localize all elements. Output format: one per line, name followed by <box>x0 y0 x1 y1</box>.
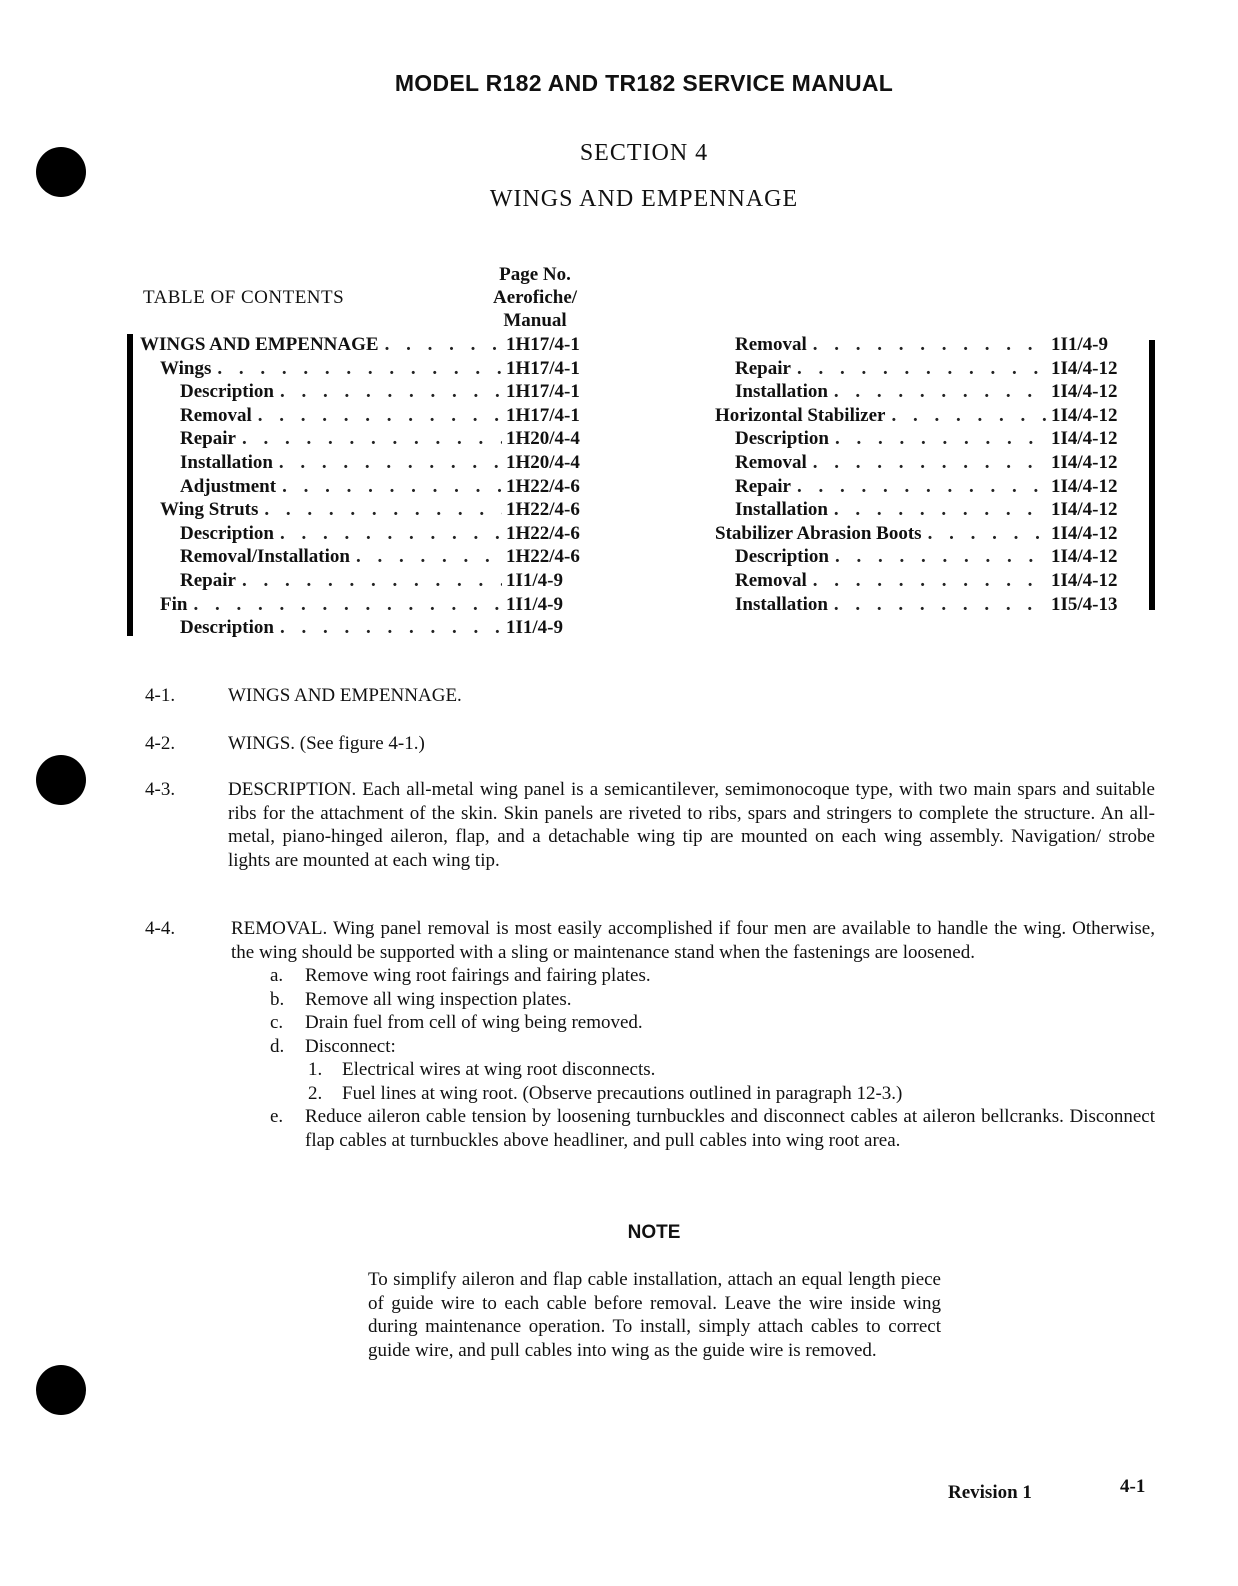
revision-label: Revision 1 <box>948 1482 1032 1503</box>
toc-entry-page: 1I4/4-12 <box>1051 522 1118 544</box>
toc-entry <box>715 357 1135 381</box>
para-number: 4-4. <box>145 918 176 939</box>
dot-leader <box>797 475 1047 499</box>
toc-entry <box>715 451 1135 475</box>
toc-left-column <box>140 333 590 640</box>
para-number: 4-3. <box>145 779 176 800</box>
para-number: 4-2. <box>145 733 176 754</box>
toc-entry-page: 1I1/4-9 <box>506 569 563 591</box>
page-number: 4-1 <box>1120 1476 1146 1497</box>
toc-entry-page: 1I4/4-12 <box>1051 428 1118 450</box>
toc-entry <box>140 522 590 546</box>
toc-entry-page: 1H17/4-1 <box>506 404 580 426</box>
step-key: e. <box>270 1106 284 1127</box>
toc-entry-title: Wings <box>160 357 212 379</box>
step-text: Remove wing root fairings and fairing plates. <box>305 965 651 986</box>
toc-entry <box>140 357 590 381</box>
dot-leader <box>356 545 502 569</box>
toc-entry-page: 1I4/4-12 <box>1051 404 1118 426</box>
para-text: REMOVAL. Wing panel removal is most easily accomplished if four men are available to handle the wing. Otherwise, the wing should be supported with a sling or maintenance stand when the fastenings are loosened. <box>231 918 1155 963</box>
toc-entry-page: 1I1/4-9 <box>1051 334 1108 355</box>
step-text: Fuel lines at wing root. (Observe precautions outlined in paragraph 12-3.) <box>342 1082 903 1104</box>
toc-entry-page: 1H17/4-1 <box>506 334 580 355</box>
step-text: Electrical wires at wing root disconnects. <box>342 1059 656 1080</box>
section-title: WINGS AND EMPENNAGE <box>489 186 799 212</box>
toc-entry-page: 1I1/4-9 <box>506 593 563 615</box>
toc-entry-title: Repair <box>180 569 236 591</box>
step-e <box>270 1105 1155 1152</box>
page-head-line: Page No. <box>499 264 571 285</box>
toc-entry-page: 1I5/4-13 <box>1051 593 1118 615</box>
dot-leader <box>264 498 502 522</box>
toc-entry <box>715 475 1135 499</box>
dot-leader <box>834 498 1047 522</box>
toc-entry <box>140 569 590 593</box>
punch-hole <box>36 755 86 805</box>
dot-leader <box>193 593 502 617</box>
step-text: Reduce aileron cable tension by loosening turnbuckles and disconnect cables at aileron bellcranks. Disconnect flap cables at turnbuckles above headliner, and pull cables into wing root area. <box>305 1106 1155 1151</box>
toc-entry-title: Description <box>180 522 274 544</box>
toc-entry-title: Installation <box>735 593 828 615</box>
page-head-line: Aerofiche/ <box>492 287 578 308</box>
toc-entry <box>715 427 1135 451</box>
toc-entry <box>140 451 590 475</box>
toc-entry <box>715 498 1135 522</box>
dot-leader <box>835 545 1047 569</box>
toc-entry-page: 1H22/4-6 <box>506 499 580 521</box>
toc-entry-page: 1I4/4-12 <box>1051 451 1118 473</box>
step-text: Remove all wing inspection plates. <box>305 988 572 1010</box>
toc-entry <box>140 593 590 617</box>
note-heading: NOTE <box>627 1222 681 1243</box>
dot-leader <box>385 333 502 357</box>
toc-entry-page: 1I4/4-12 <box>1051 499 1118 521</box>
paragraph-4-1 <box>145 684 1155 708</box>
toc-entry-title: Description <box>180 381 274 403</box>
dot-leader <box>797 357 1047 381</box>
toc-entry-title: Removal/Installation <box>180 546 350 568</box>
toc-entry-title: Stabilizer Abrasion Boots <box>715 522 922 544</box>
toc-entry <box>140 333 590 357</box>
toc-entry-page: 1H22/4-6 <box>506 475 580 497</box>
toc-entry-page: 1H22/4-6 <box>506 546 580 568</box>
change-bar <box>1149 340 1155 610</box>
manual-header: MODEL R182 AND TR182 SERVICE MANUAL <box>394 70 894 96</box>
toc-entry-page: 1I1/4-9 <box>506 617 563 639</box>
dot-leader <box>928 522 1047 546</box>
note-text: To simplify aileron and flap cable installation, attach an equal length piece of guide wire to each cable before removal. Leave the wire inside wing during maintenance operation. To install, simply attach cables to correct guide wire, and pull cables into wing as the guide wire is removed. <box>368 1269 941 1361</box>
toc-entry-title: Wing Struts <box>160 499 259 521</box>
toc-entry-title: Repair <box>735 357 791 379</box>
paragraph-4-2 <box>145 732 1155 756</box>
toc-entry-page: 1H20/4-4 <box>506 428 580 450</box>
step-b <box>270 988 1155 1012</box>
step-key: a. <box>270 965 284 986</box>
para-text: WINGS AND EMPENNAGE. <box>228 685 462 706</box>
toc-entry <box>140 380 590 404</box>
para-text: DESCRIPTION. Each all-metal wing panel is a semicantilever, semimonocoque type, with two main spars and suitable ribs for the attachment of the skin. Skin panels are riveted to ribs, spars and stringers to complete the structure. An all-metal, piano-hinged aileron, flap, and a detachable wing tip are mounted on each wing assembly. Navigation/ strobe lights are mounted at each wing tip. <box>228 779 1155 871</box>
dot-leader <box>280 380 502 404</box>
section-number: SECTION 4 <box>579 140 709 166</box>
toc-entry <box>140 404 590 428</box>
toc-entry-title: Installation <box>180 451 273 473</box>
toc-entry-title: Fin <box>160 593 188 615</box>
punch-hole <box>36 1365 86 1415</box>
dot-leader <box>813 333 1047 357</box>
step-d <box>270 1035 1155 1059</box>
toc-entry-page: 1H20/4-4 <box>506 451 580 473</box>
toc-entry <box>715 569 1135 593</box>
toc-entry <box>140 427 590 451</box>
dot-leader <box>834 593 1047 617</box>
dot-leader <box>280 522 502 546</box>
toc-entry <box>140 616 590 640</box>
toc-entry-title: Removal <box>735 569 807 591</box>
toc-entry <box>715 545 1135 569</box>
toc-entry-title: Description <box>735 428 829 450</box>
step-c <box>270 1011 1155 1035</box>
toc-entry-page: 1I4/4-12 <box>1051 546 1118 568</box>
toc-entry <box>715 404 1135 428</box>
toc-entry <box>715 593 1135 617</box>
toc-page-heading <box>470 263 600 332</box>
toc-entry-title: Removal <box>180 404 252 426</box>
toc-entry <box>715 333 1135 357</box>
dot-leader <box>835 427 1047 451</box>
toc-entry-page: 1I4/4-12 <box>1051 357 1118 379</box>
step-text: Disconnect: <box>305 1035 396 1057</box>
toc-title: TABLE OF CONTENTS <box>143 287 345 308</box>
dot-leader <box>282 475 502 499</box>
step-d-1 <box>308 1058 1155 1082</box>
change-bar <box>127 334 133 636</box>
toc-entry-page: 1I4/4-12 <box>1051 475 1118 497</box>
toc-entry <box>715 380 1135 404</box>
toc-entry <box>140 475 590 499</box>
toc-entry-page: 1I4/4-12 <box>1051 381 1118 403</box>
toc-entry-title: WINGS AND EMPENNAGE <box>140 334 379 355</box>
toc-entry-title: Installation <box>735 381 828 403</box>
dot-leader <box>242 427 502 451</box>
toc-entry <box>140 545 590 569</box>
page-head-line: Manual <box>503 310 567 331</box>
para-text: WINGS. (See figure 4-1.) <box>228 733 425 754</box>
toc-entry-page: 1H17/4-1 <box>506 357 580 379</box>
toc-entry-title: Removal <box>735 451 807 473</box>
toc-entry-page: 1H22/4-6 <box>506 522 580 544</box>
step-key: c. <box>270 1012 284 1033</box>
paragraph-4-4 <box>145 917 1155 1152</box>
toc-entry-title: Repair <box>735 475 791 497</box>
step-key: 2. <box>308 1082 323 1104</box>
toc-entry-title: Installation <box>735 499 828 521</box>
dot-leader <box>280 616 502 640</box>
step-a <box>270 964 1155 988</box>
dot-leader <box>834 380 1047 404</box>
step-d-2 <box>308 1082 1155 1106</box>
toc-entry-title: Description <box>735 546 829 568</box>
dot-leader <box>258 404 502 428</box>
toc-entry-title: Adjustment <box>180 475 277 497</box>
dot-leader <box>813 451 1047 475</box>
dot-leader <box>279 451 502 475</box>
toc-entry-title: Horizontal Stabilizer <box>715 404 886 426</box>
dot-leader <box>217 357 502 381</box>
toc-entry-title: Removal <box>735 334 807 355</box>
dot-leader <box>242 569 502 593</box>
step-key: d. <box>270 1035 285 1057</box>
para-number: 4-1. <box>145 685 176 706</box>
paragraph-4-3 <box>145 778 1155 872</box>
step-text: Drain fuel from cell of wing being removed. <box>305 1012 643 1033</box>
toc-entry-page: 1I4/4-12 <box>1051 569 1118 591</box>
toc-entry-title: Repair <box>180 428 236 450</box>
dot-leader <box>891 404 1047 428</box>
step-key: 1. <box>308 1059 323 1080</box>
toc-entry-title: Description <box>180 617 274 639</box>
toc-entry <box>140 498 590 522</box>
step-key: b. <box>270 988 285 1010</box>
toc-entry <box>715 522 1135 546</box>
toc-right-column <box>715 333 1135 616</box>
dot-leader <box>813 569 1047 593</box>
toc-entry-page: 1H17/4-1 <box>506 381 580 403</box>
